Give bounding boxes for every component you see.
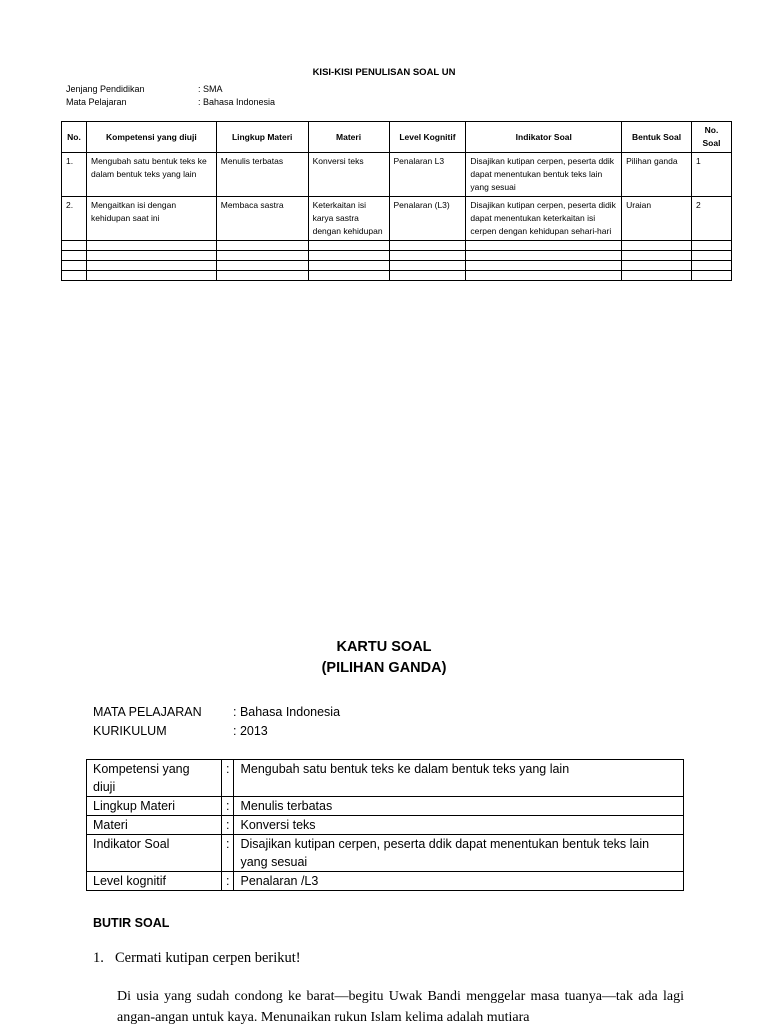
passage-text: Di usia yang sudah condong ke barat—begitu Uwak Bandi menggelar masa tuanya—tak ada lagi angan-angan untuk kaya. Menunaikan rukun Islam kelima adalah mutiara xyxy=(117,989,684,1025)
meta-row-mapel xyxy=(66,96,275,109)
table-cell: 2 xyxy=(691,197,731,241)
info-value: Konversi teks xyxy=(234,816,684,835)
col-header: Level Kognitif xyxy=(389,122,466,153)
kartu-title: KARTU SOAL xyxy=(336,639,432,655)
table-cell: Penalaran L3 xyxy=(389,153,466,197)
info-colon: : xyxy=(222,816,234,835)
kartu-info-table xyxy=(86,759,684,891)
meta-label: MATA PELAJARAN xyxy=(93,705,202,719)
info-label: Kompetensi yang diuji xyxy=(87,760,222,797)
kisi-meta xyxy=(66,83,275,109)
table-cell: Penalaran (L3) xyxy=(389,197,466,241)
col-header: Bentuk Soal xyxy=(622,122,692,153)
info-row xyxy=(87,872,684,891)
col-header: Kompetensi yang diuji xyxy=(86,122,216,153)
meta-label: KURIKULUM xyxy=(93,724,167,738)
table-row xyxy=(62,153,732,197)
col-header: Materi xyxy=(308,122,389,153)
table-row xyxy=(62,197,732,241)
kartu-heading xyxy=(0,637,768,679)
info-colon: : xyxy=(222,835,234,872)
info-value: Disajikan kutipan cerpen, peserta ddik dapat menentukan bentuk teks lain yang sesuai xyxy=(234,835,684,872)
meta-value: : 2013 xyxy=(233,724,268,738)
meta-label: Jenjang Pendidikan xyxy=(66,84,145,94)
col-header: Indikator Soal xyxy=(466,122,622,153)
table-cell: Uraian xyxy=(622,197,692,241)
table-cell: 2. xyxy=(62,197,87,241)
info-value: Menulis terbatas xyxy=(234,797,684,816)
info-label: Materi xyxy=(87,816,222,835)
table-cell: Mengubah satu bentuk teks ke dalam bentuk teks yang lain xyxy=(86,153,216,197)
info-value: Mengubah satu bentuk teks ke dalam bentuk teks yang lain xyxy=(234,760,684,797)
info-label: Indikator Soal xyxy=(87,835,222,872)
info-label: Level kognitif xyxy=(87,872,222,891)
kisi-table xyxy=(61,121,732,281)
meta-label: Mata Pelajaran xyxy=(66,97,127,107)
meta-value: : Bahasa Indonesia xyxy=(198,97,276,107)
question xyxy=(93,950,301,967)
kisi-title: KISI-KISI PENULISAN SOAL UN xyxy=(312,67,456,78)
butir-soal-heading: BUTIR SOAL xyxy=(93,916,170,930)
question-text: Cermati kutipan cerpen berikut! xyxy=(115,950,301,966)
empty-row xyxy=(62,261,732,271)
table-cell: 1 xyxy=(691,153,731,197)
table-cell: Menulis terbatas xyxy=(216,153,308,197)
question-number: 1. xyxy=(93,950,104,966)
info-colon: : xyxy=(222,872,234,891)
table-cell: Mengaitkan isi dengan kehidupan saat ini xyxy=(86,197,216,241)
info-row xyxy=(87,816,684,835)
kartu-meta xyxy=(93,703,340,741)
table-cell: Membaca sastra xyxy=(216,197,308,241)
info-row xyxy=(87,835,684,872)
meta-value: : Bahasa Indonesia xyxy=(233,705,341,719)
meta-value: : SMA xyxy=(198,84,223,94)
info-colon: : xyxy=(222,797,234,816)
kartu-subtitle: (PILIHAN GANDA) xyxy=(321,660,447,676)
empty-row xyxy=(62,271,732,281)
meta-row-kurikulum xyxy=(93,722,340,741)
table-cell: Keterkaitan isi karya sastra dengan kehidupan xyxy=(308,197,389,241)
info-row xyxy=(87,797,684,816)
table-cell: Disajikan kutipan cerpen, peserta ddik dapat menentukan bentuk teks lain yang sesuai xyxy=(466,153,622,197)
table-cell: Pilihan ganda xyxy=(622,153,692,197)
meta-row-mapel xyxy=(93,703,340,722)
col-header: Lingkup Materi xyxy=(216,122,308,153)
info-value: Penalaran /L3 xyxy=(234,872,684,891)
col-header: No. xyxy=(62,122,87,153)
empty-row xyxy=(62,241,732,251)
empty-row xyxy=(62,251,732,261)
table-cell: Konversi teks xyxy=(308,153,389,197)
meta-row-jenjang xyxy=(66,83,275,96)
col-header: No. Soal xyxy=(691,122,731,153)
info-row xyxy=(87,760,684,797)
table-header-row xyxy=(62,122,732,153)
table-cell: Disajikan kutipan cerpen, peserta didik dapat menentukan keterkaitan isi cerpen dengan kehidupan sehari-hari xyxy=(466,197,622,241)
info-colon: : xyxy=(222,760,234,797)
info-label: Lingkup Materi xyxy=(87,797,222,816)
table-cell: 1. xyxy=(62,153,87,197)
